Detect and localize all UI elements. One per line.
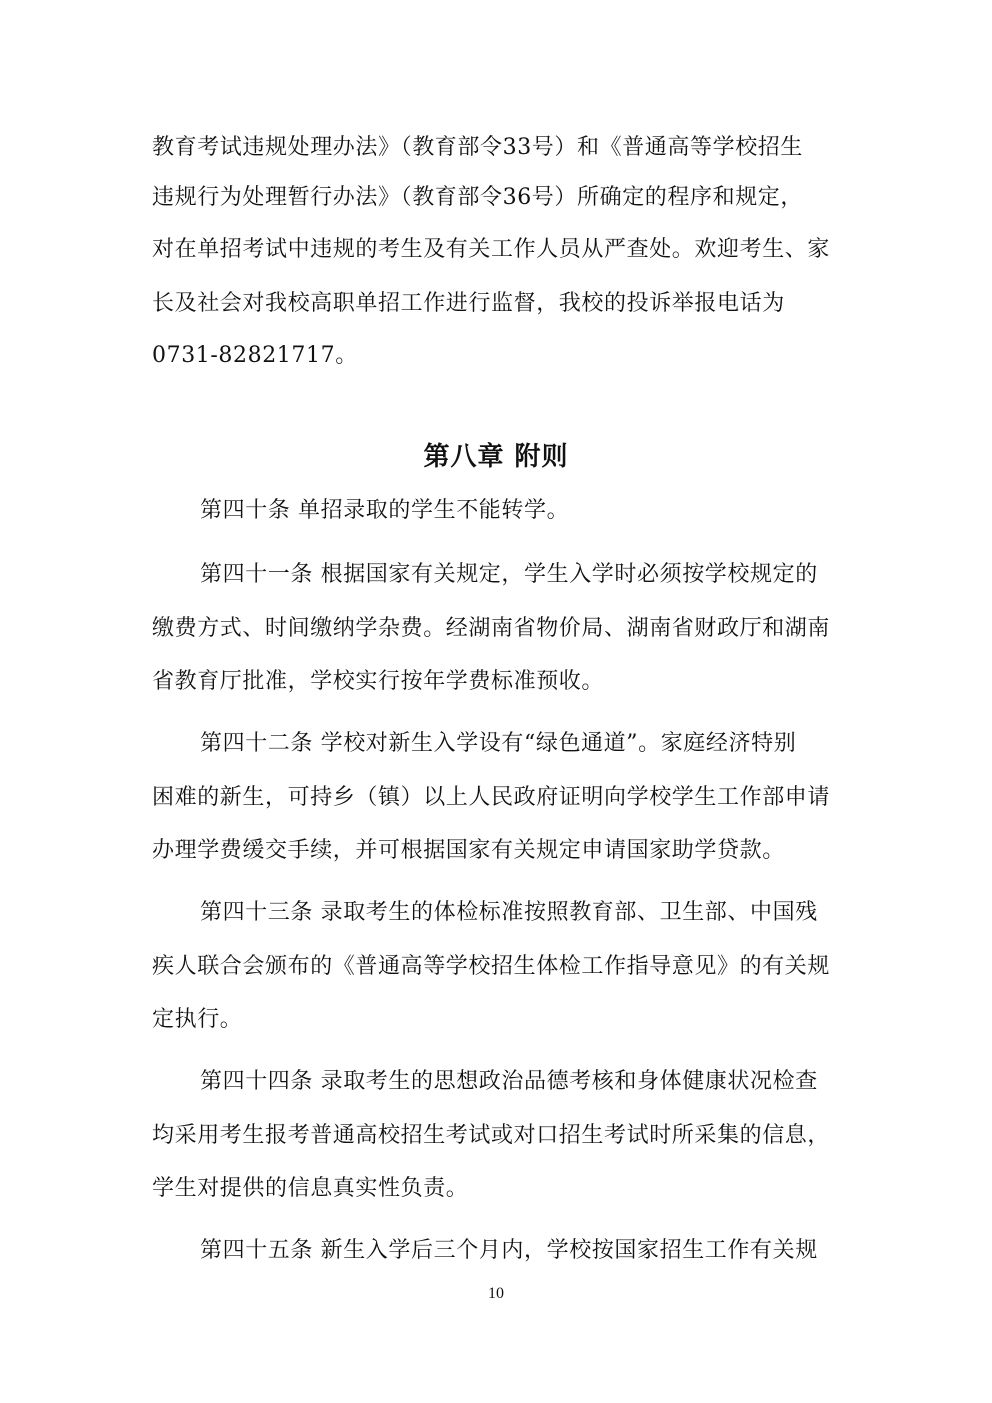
intro-line-3: 对在单招考试中违规的考生及有关工作人员从严查处。欢迎考生、家: [152, 237, 831, 262]
article-44-line-2: 均采用考生报考普通高校招生考试或对口招生考试时所采集的信息，: [152, 1123, 831, 1148]
article-45-line-1: 第四十五条 新生入学后三个月内，学校按国家招生工作有关规: [200, 1238, 818, 1263]
article-42-line-3: 办理学费缓交手续，并可根据国家有关规定申请国家助学贷款。: [152, 838, 785, 863]
article-41-line-1: 第四十一条 根据国家有关规定，学生入学时必须按学校规定的: [200, 562, 818, 587]
article-44-line-3: 学生对提供的信息真实性负责。: [152, 1176, 469, 1201]
article-43-line-3: 定执行。: [152, 1007, 243, 1032]
article-41-line-2: 缴费方式、时间缴纳学杂费。经湖南省物价局、湖南省财政厅和湖南: [152, 616, 831, 641]
article-43-line-2: 疾人联合会颁布的《普通高等学校招生体检工作指导意见》的有关规: [152, 954, 831, 979]
article-44-line-1: 第四十四条 录取考生的思想政治品德考核和身体健康状况检查: [200, 1069, 818, 1094]
intro-line-5: 0731-82821717。: [152, 343, 358, 368]
intro-line-2: 违规行为处理暂行办法》（教育部令36号）所确定的程序和规定，: [152, 185, 803, 210]
article-42-line-2: 困难的新生，可持乡（镇）以上人民政府证明向学校学生工作部申请: [152, 785, 831, 810]
article-41-line-3: 省教育厅批准，学校实行按年学费标准预收。: [152, 669, 605, 694]
chapter-heading: 第八章 附则: [423, 442, 569, 472]
article-43-line-1: 第四十三条 录取考生的体检标准按照教育部、卫生部、中国残: [200, 900, 818, 925]
article-40-line-1: 第四十条 单招录取的学生不能转学。: [200, 498, 570, 523]
intro-line-4: 长及社会对我校高职单招工作进行监督，我校的投诉举报电话为: [152, 291, 785, 316]
intro-line-1: 教育考试违规处理办法》（教育部令33号）和《普通高等学校招生: [152, 135, 803, 160]
page-number: 10: [488, 1285, 504, 1302]
article-42-line-1: 第四十二条 学校对新生入学设有“绿色通道”。家庭经济特别: [200, 731, 797, 756]
